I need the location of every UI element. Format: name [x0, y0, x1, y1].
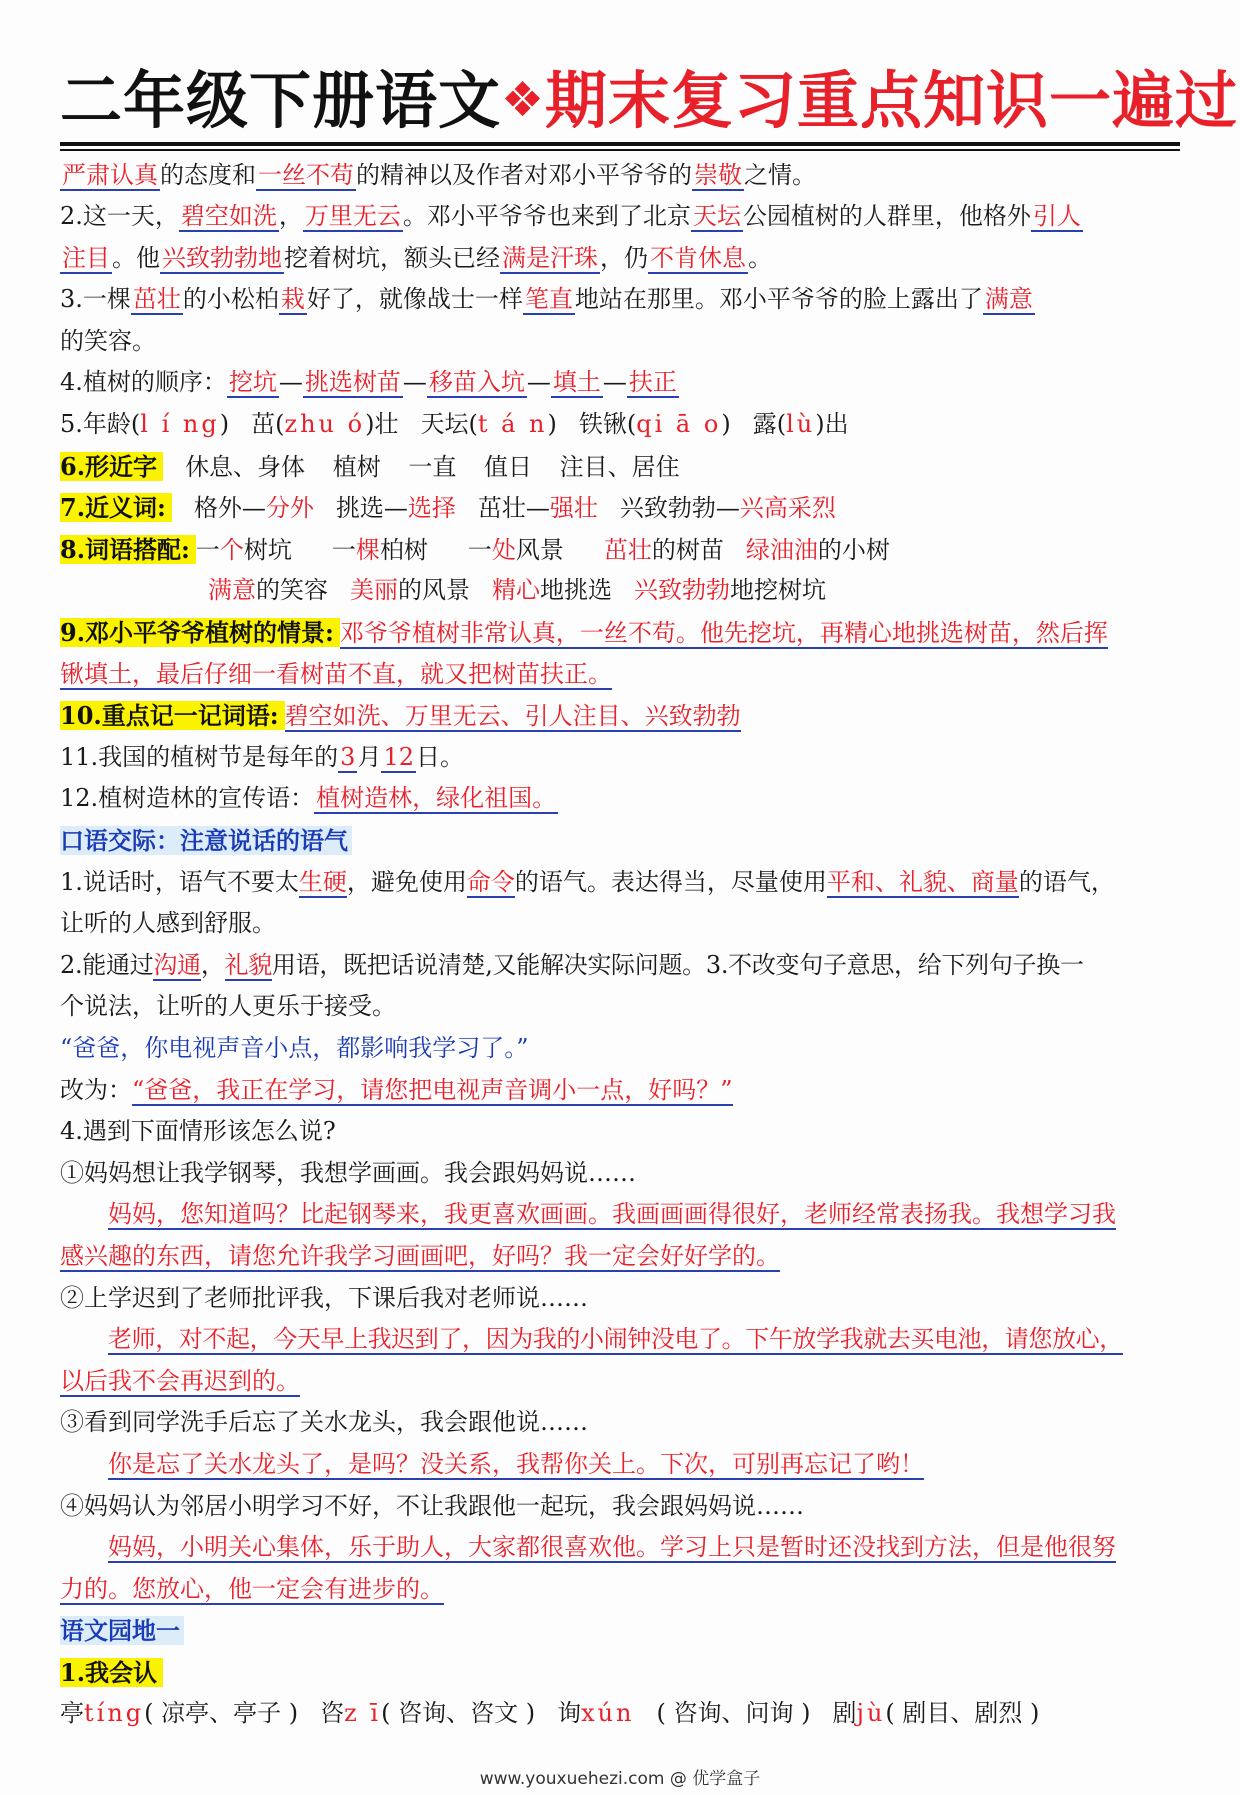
line-25: [60, 1153, 1180, 1195]
text: 。邓小平爷爷也来到了北京: [402, 202, 691, 231]
text: ，避免使用: [346, 867, 467, 896]
text: —: [602, 368, 627, 397]
text: 柏树: [379, 535, 428, 564]
answer: 强壮: [549, 494, 598, 523]
text: 询: [557, 1699, 582, 1728]
line-11: [60, 570, 1180, 612]
answer: 茁壮: [132, 285, 181, 314]
text: 公园植树的人群里，他格外: [742, 202, 1031, 231]
answer: “爸爸，我正在学习，请您把电视声音调小一点，好吗？”: [132, 1075, 733, 1104]
answer: 碧空如洗、万里无云、引人注目、兴致勃勃: [284, 702, 741, 731]
text: ( 凉亭、亭子 ): [144, 1699, 299, 1728]
text: 地挖树坑: [730, 576, 826, 605]
text: 地挑选: [540, 576, 612, 605]
diamond-icon: ❖: [501, 72, 546, 128]
answer: 美丽: [350, 576, 398, 605]
text: ): [547, 410, 557, 439]
text: 改为：: [60, 1075, 132, 1104]
text: ，: [278, 202, 303, 231]
text: 的态度和: [160, 160, 256, 189]
text: 挑选—: [335, 494, 408, 523]
line-8: [60, 446, 1180, 488]
text: ): [219, 410, 230, 439]
line-7: [60, 404, 1180, 446]
text: —: [278, 368, 303, 397]
line-37: [60, 1652, 1180, 1694]
line-38: [60, 1693, 1180, 1735]
footer-watermark: www.youxuehezi.com @ 优学盒子: [479, 1769, 761, 1789]
text: 1.说话时，语气不要太: [60, 867, 299, 896]
pinyin: qi ā o: [636, 410, 722, 439]
answer: 栽: [280, 285, 305, 314]
section-heading: 口语交际：注意说话的语气: [60, 826, 352, 855]
text: 3.一棵: [60, 285, 131, 314]
line-16: [60, 778, 1180, 820]
line-33: [60, 1486, 1180, 1528]
text: 天坛(: [420, 410, 478, 439]
line-32: [60, 1444, 1180, 1486]
answer: 兴高采烈: [739, 494, 836, 523]
line-3: [60, 238, 1180, 280]
line-10: [60, 529, 1180, 571]
section-label: 1.我会认: [60, 1658, 163, 1687]
text: 一: [467, 535, 492, 564]
text: —: [526, 368, 551, 397]
text: 让听的人感到舒服。: [60, 909, 276, 938]
answer: 锹填土，最后仔细一看树苗不直，就又把树苗扶正。: [60, 659, 612, 688]
text: 的风景: [398, 576, 470, 605]
text: 铁锹(: [578, 410, 637, 439]
pinyin: t á n: [477, 410, 548, 439]
text: 的语气，: [1018, 867, 1115, 896]
title-rule: [60, 142, 1180, 146]
answer: 平和、礼貌、商量: [826, 867, 1019, 896]
line-21: [60, 986, 1180, 1028]
answer: 植树造林，绿化祖国。: [316, 784, 557, 813]
line-4: [60, 279, 1180, 321]
answer: 3: [340, 742, 356, 771]
text: 一: [331, 535, 356, 564]
line-17: [60, 820, 1180, 862]
text: 之情。: [744, 160, 816, 189]
answer: 移苗入坑: [428, 368, 525, 397]
text: 一: [195, 535, 220, 564]
answer: 满意: [208, 576, 256, 605]
answer: 生硬: [298, 867, 347, 896]
answer: 注目: [62, 243, 110, 272]
answer: 万里无云: [304, 202, 401, 231]
text: ②上学迟到了老师批评我，下课后我对老师说……: [60, 1283, 588, 1312]
section-label: 9.邓小平爷爷植树的情景:: [60, 618, 340, 647]
text: 茁(: [251, 410, 285, 439]
line-24: [60, 1111, 1180, 1153]
answer: 沟通: [153, 950, 201, 979]
text: 月: [357, 742, 382, 771]
text: 5.年龄(: [60, 410, 141, 439]
answer: 崇敬: [694, 160, 742, 189]
text: —: [402, 368, 427, 397]
answer: 选择: [407, 494, 456, 523]
answer: 礼貌: [224, 950, 272, 979]
answer: 挖坑: [228, 368, 277, 397]
text: ①妈妈想让我学钢琴，我想学画画。我会跟妈妈说……: [60, 1158, 636, 1187]
answer: 妈妈，您知道吗？比起钢琴来，我更喜欢画画。我画画画得很好，老师经常表扬我。我想学习我: [108, 1200, 1116, 1229]
answer: 以后我不会再迟到的。: [60, 1366, 300, 1395]
text: 。他: [112, 243, 160, 272]
answer: 力的。您放心，他一定会有进步的。: [60, 1574, 444, 1603]
text: 兴致勃勃—: [619, 494, 740, 523]
line-31: [60, 1402, 1180, 1444]
answer: 填土: [552, 368, 601, 397]
text: 2.这一天，: [60, 202, 179, 231]
text: )壮: [365, 410, 399, 439]
answer: 不肯休息: [650, 243, 746, 272]
title-rule-thin: [60, 149, 1180, 151]
line-30: [60, 1361, 1180, 1403]
line-15: [60, 737, 1180, 779]
answer: 兴致勃勃: [634, 576, 730, 605]
answer: 12: [383, 742, 414, 771]
text: ( 咨询、咨文 ): [381, 1699, 536, 1728]
line-14: [60, 695, 1180, 737]
line-28: [60, 1278, 1180, 1320]
text: 4.植树的顺序：: [60, 368, 227, 397]
text: 的笑容: [256, 576, 328, 605]
line-35: [60, 1569, 1180, 1611]
line-18: [60, 862, 1180, 904]
text: 露(: [752, 410, 787, 439]
line-22: [60, 1028, 1180, 1070]
line-2: [60, 196, 1180, 238]
text: 的小树: [817, 535, 890, 564]
text: 的笑容。: [60, 326, 156, 355]
text: ，: [200, 950, 225, 979]
answer: 绿油油: [745, 535, 818, 564]
pinyin: xún: [581, 1699, 635, 1728]
answer: 碧空如洗: [180, 202, 277, 231]
section-label: 7.近义词:: [60, 493, 172, 522]
answer: 感兴趣的东西，请您允许我学习画画吧，好吗？我一定会好好学的。: [60, 1241, 780, 1270]
answer: 满是汗珠: [502, 243, 598, 272]
text: ，仍: [600, 243, 648, 272]
text: ( 剧目、剧烈 ): [885, 1699, 1040, 1728]
text: 的精神以及作者对邓小平爷爷的: [356, 160, 692, 189]
text: 风景: [515, 535, 564, 564]
answer: 天坛: [692, 202, 741, 231]
text: 亭: [60, 1699, 84, 1728]
answer: 个: [219, 535, 244, 564]
line-20: [60, 945, 1180, 987]
answer: 邓爷爷植树非常认真，一丝不苟。他先挖坑，再精心地挑选树苗，然后挥: [339, 619, 1108, 648]
answer: 引人: [1032, 202, 1081, 231]
line-23: [60, 1070, 1180, 1112]
text: 11.我国的植树节是每年的: [60, 742, 339, 771]
answer: 你是忘了关水龙头了，是吗？没关系，我帮你关上。下次，可别再忘记了哟！: [108, 1449, 924, 1478]
text: 好了，就像战士一样: [306, 285, 523, 314]
text: 地站在那里。邓小平爷爷的脸上露出了: [574, 285, 983, 314]
answer: 精心: [492, 576, 540, 605]
section-label: 8.词语搭配:: [60, 535, 196, 564]
text: 的小松柏: [182, 285, 279, 314]
text: 的树苗: [651, 535, 724, 564]
answer: 分外: [265, 494, 314, 523]
text: 。: [748, 243, 772, 272]
answer: 茁壮: [603, 535, 652, 564]
text: ④妈妈认为邻居小明学习不好，不让我跟他一起玩，我会跟妈妈说……: [60, 1491, 804, 1520]
text: )出: [815, 410, 849, 439]
text: 咨: [320, 1699, 345, 1728]
answer: 一丝不苟: [258, 160, 354, 189]
line-27: [60, 1236, 1180, 1278]
line-5: [60, 321, 1180, 363]
text: 挖着树坑，额头已经: [284, 243, 500, 272]
text: 日。: [416, 742, 464, 771]
pinyin: z ī: [344, 1699, 382, 1728]
pinyin: tíng: [84, 1699, 145, 1728]
answer: 老师，对不起，今天早上我迟到了，因为我的小闹钟没电了。下午放学我就去买电池，请您放心，: [108, 1325, 1123, 1354]
line-36: [60, 1610, 1180, 1652]
text: 2.能通过: [60, 950, 154, 979]
text: 用语，既把话说清楚,又能解决实际问题。3.不改变句子意思，给下列句子换一: [271, 950, 1084, 979]
section-heading: 语文园地一: [60, 1616, 184, 1645]
text: ③看到同学洗手后忘了关水龙头，我会跟他说……: [60, 1408, 588, 1437]
line-34: [60, 1527, 1180, 1569]
title-right: 期末复习重点知识一遍过: [545, 64, 1239, 137]
text: 的语气。表达得当，尽量使用: [514, 867, 827, 896]
answer: 笔直: [524, 285, 573, 314]
line-13: [60, 654, 1180, 696]
text: 茁壮—: [477, 494, 550, 523]
pinyin: lù: [786, 410, 816, 439]
text: ): [721, 410, 731, 439]
answer: 命令: [466, 867, 515, 896]
answer: 满意: [984, 285, 1033, 314]
text: 4.遇到下面情形该怎么说?: [60, 1117, 336, 1146]
text: 剧: [832, 1699, 857, 1728]
line-12: [60, 612, 1180, 654]
answer: 兴致勃勃地: [162, 243, 282, 272]
answer: 处: [491, 535, 516, 564]
section-label: 10.重点记一记词语:: [60, 701, 285, 730]
answer: 棵: [355, 535, 380, 564]
document-page: [60, 62, 1239, 1735]
line-26: [60, 1194, 1180, 1236]
title-left: 二年级下册语文: [60, 64, 502, 137]
text: ( 咨询、问询 ): [656, 1699, 811, 1728]
answer: 挑选树苗: [304, 368, 401, 397]
line-19: [60, 903, 1180, 945]
answer: 扶正: [628, 368, 677, 397]
text: 休息、身体 植树 一直 值日 注目、居住: [185, 452, 680, 481]
text: 个说法，让听的人更乐于接受。: [60, 992, 396, 1021]
line-29: [60, 1319, 1180, 1361]
line-1: [60, 155, 1180, 197]
answer: 严肃认真: [62, 160, 158, 189]
pinyin: jù: [856, 1699, 886, 1728]
text: 树坑: [243, 535, 292, 564]
line-6: [60, 362, 1180, 404]
answer: 妈妈，小明关心集体，乐于助人，大家都很喜欢他。学习上只是暂时还没找到方法，但是他很努: [108, 1533, 1116, 1562]
line-9: [60, 487, 1180, 529]
text: 格外—: [193, 494, 266, 523]
quote: “爸爸，你电视声音小点，都影响我学习了。”: [60, 1033, 529, 1062]
text: 12.植树造林的宣传语：: [60, 784, 315, 813]
pinyin: zhu ó: [284, 410, 366, 439]
section-label: 6.形近字: [60, 452, 163, 481]
page-title: [60, 62, 1239, 138]
pinyin: l í ng: [140, 410, 220, 439]
